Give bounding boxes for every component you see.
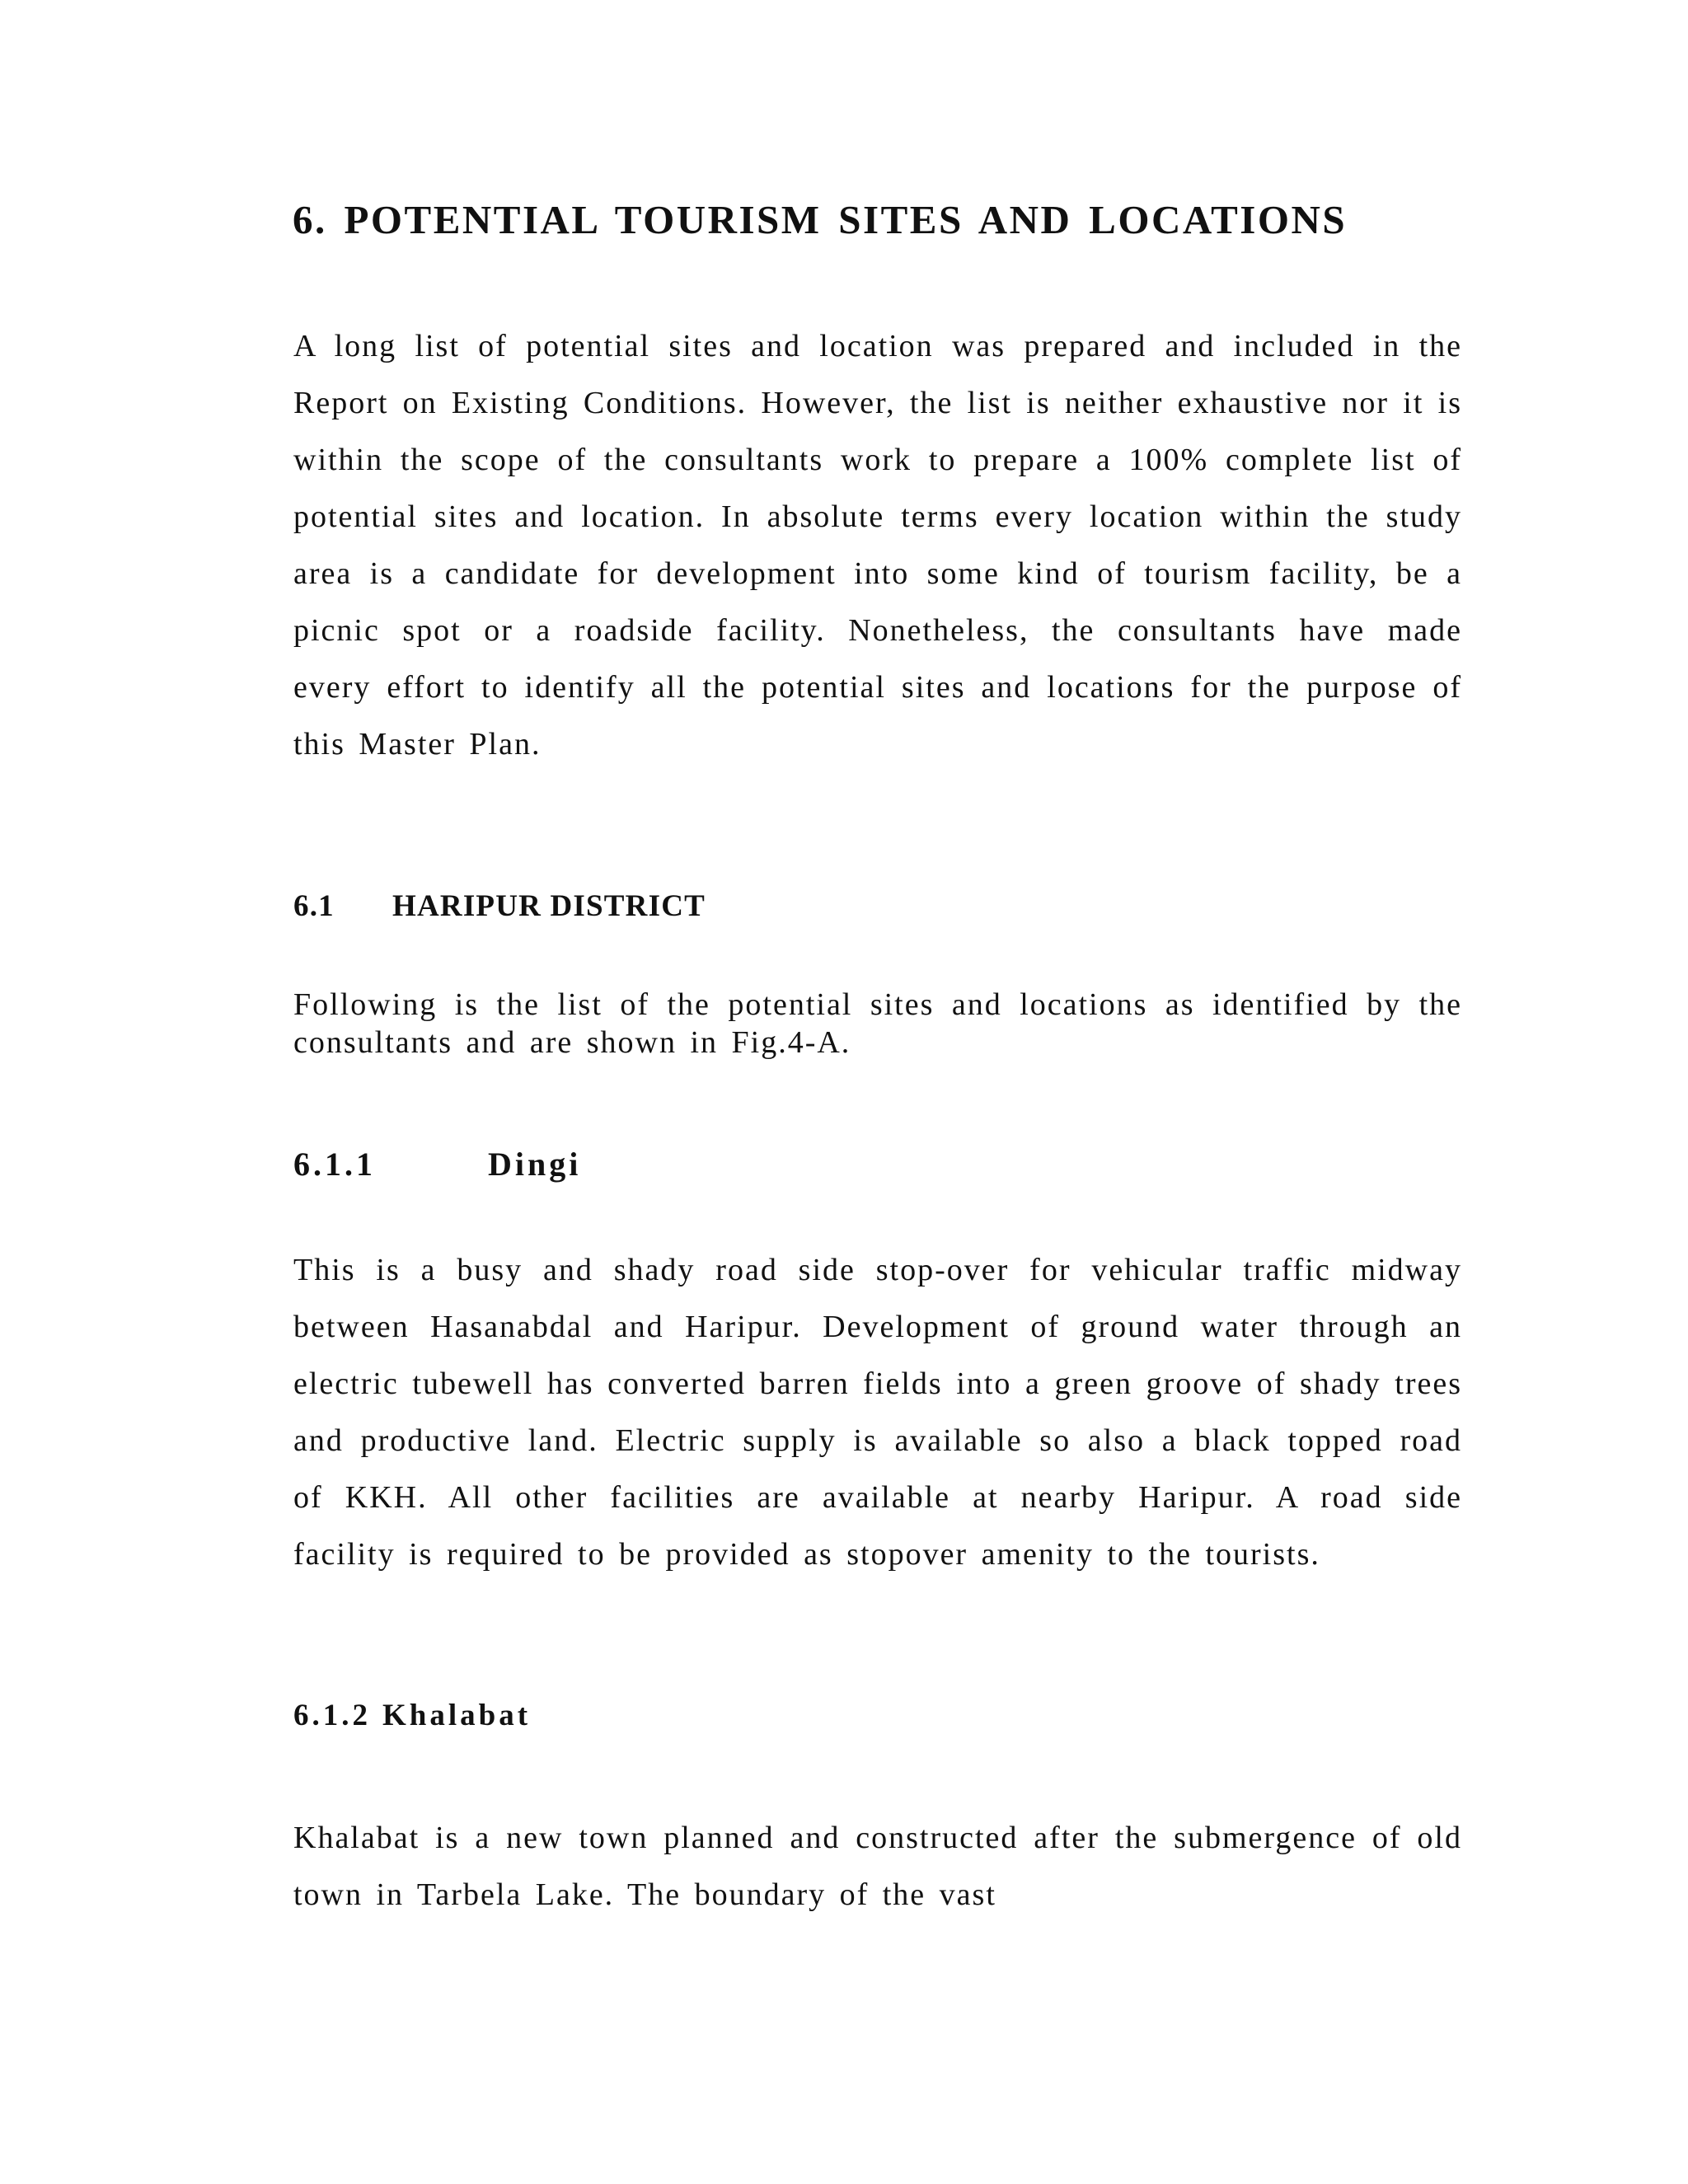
section-number: 6.1	[293, 889, 335, 923]
intro-paragraph: A long list of potential sites and location was prepared and included in the Report on Existing Conditions. However, the list is neither exhaustive nor it is within the scope of the consultants work to prepare a 100% complete list of potential sites and location. In absolute terms every location within the study area is a candidate for development into some kind of tourism facility, be a picnic spot or a roadside facility. Nonetheless, the consultants have made every effort to identify all the potential sites and locations for the purpose of this Master Plan.	[293, 329, 1462, 762]
section-heading-6-1-2	[293, 1698, 531, 1733]
section-title: HARIPUR DISTRICT	[392, 889, 706, 923]
section-number: 6.1.1	[293, 1146, 376, 1183]
section-heading-6-1	[293, 888, 706, 924]
section-heading-6-1-1	[293, 1145, 581, 1183]
section-title: Dingi	[488, 1146, 582, 1183]
section-title: Khalabat	[382, 1699, 532, 1732]
chapter-title: 6. POTENTIAL TOURISM SITES AND LOCATIONS	[293, 197, 1348, 242]
dingi-paragraph: This is a busy and shady road side stop-over for vehicular traffic midway between Hasanabdal and Haripur. Development of ground water through an electric tubewell has converted barren fields into a green groove of shady trees and productive land. Electric supply is available so also a black topped road of KKH. All other facilities are available at nearby Haripur. A road side facility is required to be provided as stopover amenity to the tourists.	[293, 1253, 1462, 1572]
haripur-paragraph: Following is the list of the potential sites and locations as identified by the consultants and are shown in Fig.4-A.	[293, 987, 1462, 1060]
khalabat-paragraph: Khalabat is a new town planned and constructed after the submergence of old town in Tarbela Lake. The boundary of the vast	[293, 1821, 1462, 1912]
section-number: 6.1.2	[293, 1699, 371, 1732]
